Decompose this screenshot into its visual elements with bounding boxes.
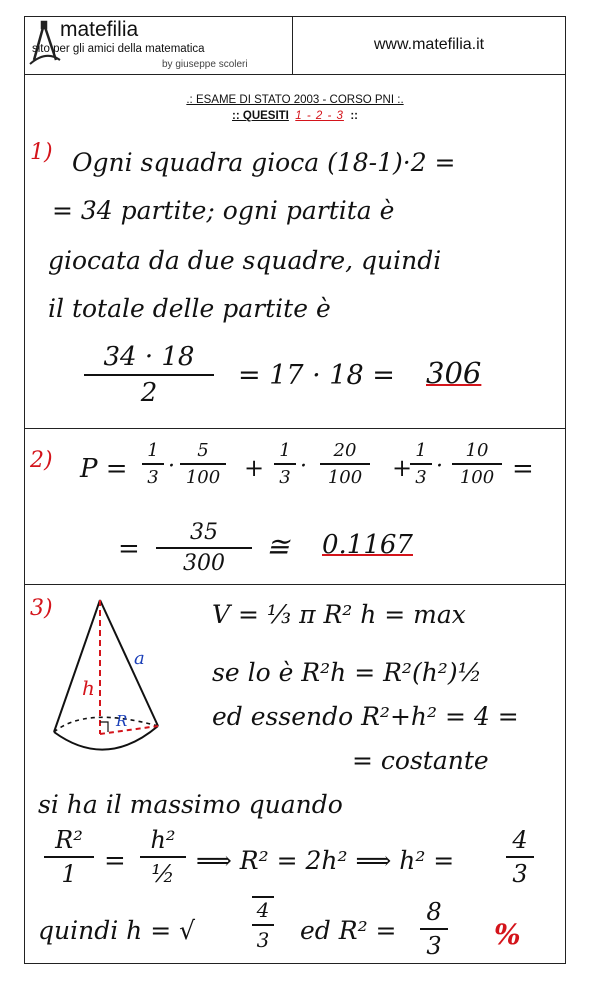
q2-result-den: 300 (183, 551, 225, 576)
q2-frac-2-num: 5 (197, 440, 209, 461)
q3-sqrt-frac-den: 3 (256, 928, 270, 952)
q2-frac-6-num: 10 (465, 440, 489, 461)
site-url[interactable]: www.matefilia.it (373, 36, 485, 53)
q2-frac-5 (410, 440, 432, 488)
question-3-number: 3) (30, 596, 53, 621)
q2-result-num: 35 (190, 520, 218, 545)
fraction-bar (84, 374, 214, 376)
q3-line6-rest: ⟹ R² = 2h² ⟹ h² = (196, 846, 455, 875)
cone-label-a: a (134, 648, 145, 669)
q2-frac-2 (180, 440, 226, 488)
quesiti-title (24, 110, 566, 122)
q1-line-3: giocata da due squadre, quindi (48, 246, 442, 275)
q2-frac-3-num: 1 (279, 440, 291, 461)
q2-frac-5-den: 3 (415, 467, 427, 488)
q1-line-2: = 34 partite; ogni partita è (52, 196, 395, 225)
q3-percent-mark: % (494, 918, 521, 951)
q3-line7-a: quindi h = √ (38, 916, 196, 945)
q3-line-2: se lo è R²h = R²(h²)½ (212, 658, 482, 687)
q2-result-fraction (156, 520, 252, 576)
q1-line-1: Ogni squadra gioca (18-1)·2 = (72, 148, 456, 177)
q3-frac-h2 (140, 826, 186, 888)
q3-line-1: V = ⅓ π R² h = max (212, 600, 466, 629)
q3-frac-4-3-den: 3 (512, 860, 528, 888)
fraction-bar (142, 463, 164, 465)
q3-frac-8-3-den: 3 (426, 932, 442, 960)
q2-frac-5-num: 1 (415, 440, 427, 461)
q1-fraction (84, 342, 214, 408)
q3-frac-R2-den: 1 (61, 860, 77, 888)
fraction-bar (274, 463, 296, 465)
q1-line-4: il totale delle partite è (48, 294, 331, 323)
fraction-bar (180, 463, 226, 465)
brand-name: matefilia (60, 18, 139, 41)
q3-frac-8-3-num: 8 (426, 898, 442, 926)
q2-result: 0.1167 (322, 530, 413, 560)
exam-title (24, 94, 566, 106)
brand-tagline: sito per gli amici della matematica (32, 43, 205, 55)
q1-numerator: 34 · 18 (103, 342, 195, 372)
cone-diagram (46, 594, 172, 756)
question-1-number: 1) (30, 140, 53, 165)
q3-line7-b: ed R² = (300, 916, 397, 945)
q2-frac-4-den: 100 (327, 467, 363, 488)
q2-dot-1: · (168, 454, 175, 479)
fraction-bar (320, 463, 370, 465)
fraction-bar (452, 463, 502, 465)
fraction-bar (420, 928, 448, 930)
q2-approx: ≅ (266, 530, 290, 563)
fraction-bar (156, 547, 252, 549)
q2-frac-6-den: 100 (459, 467, 495, 488)
q2-plus-2: + (392, 454, 413, 482)
q3-line-5: si ha il massimo quando (38, 790, 343, 819)
q1-result: 306 (426, 356, 482, 390)
q2-dot-2: · (300, 454, 307, 479)
q3-line6-eq: = (104, 846, 126, 876)
q2-frac-3 (274, 440, 296, 488)
q3-frac-R2 (44, 826, 94, 888)
fraction-bar (44, 856, 94, 858)
q2-frac-2-den: 100 (185, 467, 221, 488)
exam-title-text: .: ESAME DI STATO 2003 - CORSO PNI :. (186, 94, 404, 106)
cone-label-R: R (116, 712, 128, 730)
q3-line-4: = costante (352, 746, 489, 775)
fraction-bar (410, 463, 432, 465)
quesiti-numbers: 1 - 2 - 3 (295, 110, 344, 122)
quesiti-label: :: QUESITI (232, 110, 289, 122)
q2-p-label: P = (80, 454, 128, 484)
brand-byline: by giuseppe scoleri (162, 59, 248, 70)
section-divider-1 (24, 428, 566, 429)
fraction-bar (140, 856, 186, 858)
q2-plus-1: + (244, 454, 265, 482)
fraction-bar (252, 924, 274, 926)
q3-line-3: ed essendo R²+h² = 4 = (212, 702, 519, 731)
q3-frac-4-3 (506, 826, 534, 888)
fraction-bar (506, 856, 534, 858)
quesiti-suffix: :: (350, 110, 358, 122)
q3-frac-8-3 (420, 898, 448, 960)
cone-label-h: h (82, 676, 95, 700)
q2-line2-equals: = (118, 534, 140, 564)
q2-dot-3: · (436, 454, 443, 479)
q1-result-expression: = 17 · 18 = (238, 360, 395, 391)
q2-frac-6 (452, 440, 502, 488)
q2-equals: = (512, 454, 534, 484)
q2-frac-1-num: 1 (147, 440, 159, 461)
page-header (24, 16, 566, 75)
q2-frac-1 (142, 440, 164, 488)
q2-frac-1-den: 3 (147, 467, 159, 488)
section-divider-2 (24, 584, 566, 585)
q2-frac-4-num: 20 (333, 440, 357, 461)
logo-area (24, 16, 293, 74)
question-2-number: 2) (30, 448, 53, 473)
q3-frac-R2-num: R² (55, 826, 83, 854)
q2-frac-3-den: 3 (279, 467, 291, 488)
q3-sqrt-frac (252, 896, 274, 952)
q1-denominator: 2 (140, 378, 158, 408)
q2-frac-4 (320, 440, 370, 488)
q3-frac-h2-den: ½ (151, 860, 175, 888)
q3-sqrt-frac-num: 4 (256, 898, 270, 922)
q3-frac-h2-num: h² (150, 826, 176, 854)
q3-frac-4-3-num: 4 (512, 826, 528, 854)
